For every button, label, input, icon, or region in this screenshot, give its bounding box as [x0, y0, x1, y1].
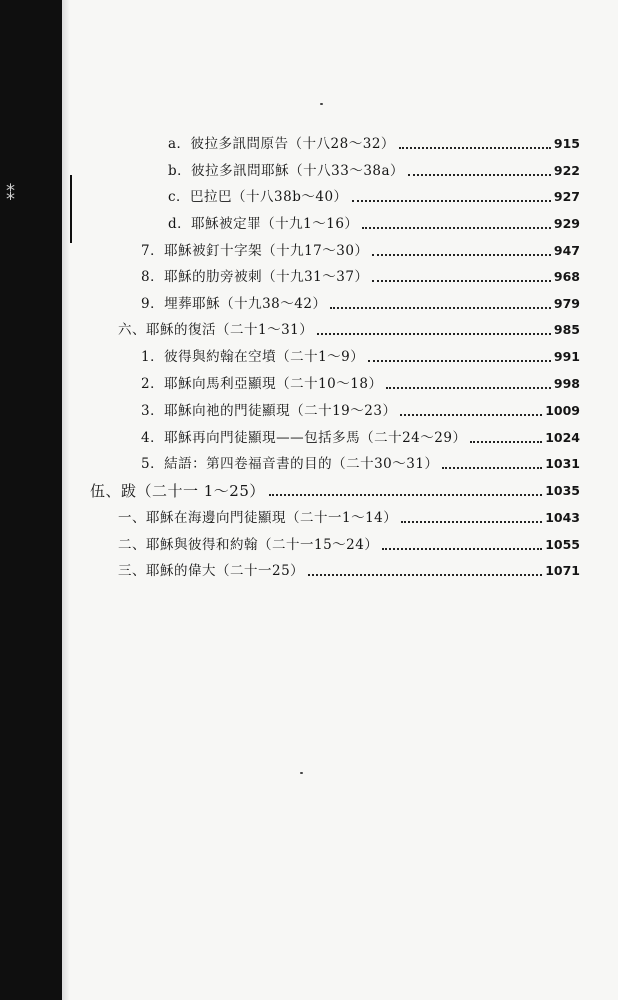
toc-entry-label: 8．耶穌的肋旁被刺（十九31～37） [141, 269, 369, 285]
leader-dots [269, 494, 542, 496]
toc-entry [141, 238, 580, 260]
toc-entry-label: 9．埋葬耶穌（十九38～42） [141, 296, 327, 312]
scan-speck [300, 772, 303, 774]
toc-entry [168, 158, 580, 180]
toc-entry-label: 三、耶穌的偉大（二十一25） [118, 563, 305, 579]
leader-dots [317, 333, 551, 335]
toc-entry-page: 947 [553, 243, 580, 258]
toc-entry-page: 915 [553, 136, 580, 151]
toc-entry [90, 478, 580, 500]
toc-entry [141, 264, 580, 286]
toc-entry [118, 505, 580, 527]
spine-mark: ⁑ [6, 184, 15, 205]
toc-entry-label: 一、耶穌在海邊向門徒顯現（二十一1～14） [118, 510, 398, 526]
toc-entry [168, 211, 580, 233]
toc-entry-page: 968 [553, 269, 580, 284]
toc-entry [141, 451, 580, 473]
toc-entry [141, 344, 580, 366]
toc-entry-label: 3．耶穌向祂的門徒顯現（二十19～23） [141, 403, 397, 419]
toc-entry [168, 184, 580, 206]
scan-speck [320, 103, 323, 105]
toc-entry [141, 371, 580, 393]
leader-dots [372, 280, 550, 282]
toc-entry-page: 1035 [545, 483, 580, 498]
toc-entry-label: c．巴拉巴（十八38b～40） [168, 189, 348, 205]
leader-dots [401, 521, 542, 523]
toc-entry-page: 922 [553, 163, 580, 178]
toc-entry-page: 1031 [545, 456, 580, 471]
leader-dots [372, 254, 550, 256]
page-edge [62, 0, 70, 1000]
leader-dots [308, 574, 542, 576]
toc-entry [118, 532, 580, 554]
toc-entry-page: 1055 [545, 537, 580, 552]
leader-dots [399, 147, 551, 149]
leader-dots [362, 227, 550, 229]
toc-entry-label: 二、耶穌與彼得和約翰（二十一15～24） [118, 537, 379, 553]
toc-entry [118, 558, 580, 580]
leader-dots [400, 414, 542, 416]
toc-entry-page: 927 [553, 189, 580, 204]
leader-dots [386, 387, 550, 389]
leader-dots [470, 441, 542, 443]
toc-entry-label: 7．耶穌被釘十字架（十九17～30） [141, 243, 369, 259]
toc-entry-label: 2．耶穌向馬利亞顯現（二十10～18） [141, 376, 383, 392]
toc-entry [118, 317, 580, 339]
toc-entry-page: 1043 [545, 510, 580, 525]
toc-entry-page: 929 [553, 216, 580, 231]
leader-dots [368, 360, 551, 362]
toc-entry-page: 1071 [545, 563, 580, 578]
toc-entry-label: 六、耶穌的復活（二十1～31） [118, 322, 314, 338]
toc-entry-page: 985 [553, 322, 580, 337]
toc-entry [141, 398, 580, 420]
toc-entry [168, 131, 580, 153]
toc-entry-label: b．彼拉多訊問耶穌（十八33～38a） [168, 163, 405, 179]
leader-dots [352, 200, 551, 202]
toc-entry-label: d．耶穌被定罪（十九1～16） [168, 216, 359, 232]
toc-entry-page: 979 [553, 296, 580, 311]
toc-entry-page: 1009 [545, 403, 580, 418]
toc-entry-label: 1．彼得與約翰在空墳（二十1～9） [141, 349, 365, 365]
toc-entry-label: 5．結語：第四卷福音書的目的（二十30～31） [141, 456, 439, 472]
toc-entry-page: 991 [553, 349, 580, 364]
leader-dots [442, 467, 542, 469]
toc-entry-page: 998 [553, 376, 580, 391]
toc-entry-label: 4．耶穌再向門徒顯現——包括多馬（二十24～29） [141, 430, 467, 446]
leader-dots [382, 548, 542, 550]
leader-dots [330, 307, 550, 309]
leader-dots [408, 174, 551, 176]
toc-entry [141, 291, 580, 313]
toc-entry-label: a．彼拉多訊問原告（十八28～32） [168, 136, 395, 152]
toc-entry-label: 伍、跋（二十一 1～25） [90, 482, 265, 500]
book-spine-shadow [0, 0, 62, 1000]
toc-entry-page: 1024 [545, 430, 580, 445]
toc-entry [141, 425, 580, 447]
